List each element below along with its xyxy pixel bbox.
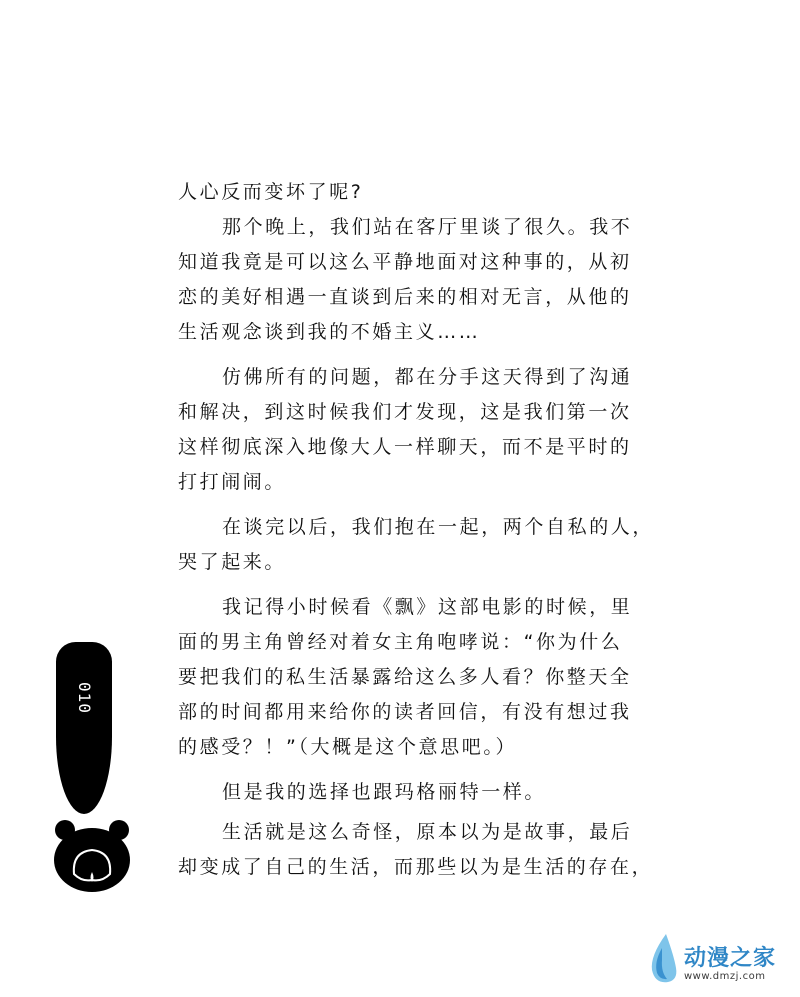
text-line: 我记得小时候看《飘》这部电影的时候，里 [222,596,633,618]
text-line: 这样彻底深入地像大人一样聊天，而不是平时的 [178,436,632,458]
text-line: 的感受？！”（大概是这个意思吧。） [178,736,518,758]
text-line: 仿佛所有的问题，都在分手这天得到了沟通 [222,366,633,388]
bear-mascot-icon [52,816,132,892]
drop-tab-icon [56,642,112,814]
text-line: 部的时间都用来给你的读者回信，有没有想过我 [178,701,632,723]
text-line: 恋的美好相遇一直谈到后来的相对无言，从他的 [178,286,632,308]
text-line: 生活就是这么奇怪，原本以为是故事，最后 [222,821,633,843]
text-line: 哭了起来。 [178,551,287,573]
watermark-name: 动漫之家 [684,946,777,971]
text-line: 那个晚上，我们站在客厅里谈了很久。我不 [222,216,633,238]
text-line: 要把我们的私生活暴露给这么多人看？你整天全 [178,666,632,688]
text-line: 打打闹闹。 [178,471,287,493]
text-line: 但是我的选择也跟玛格丽特一样。 [222,781,547,803]
text-line: 人心反而变坏了呢? [178,181,364,203]
text-line: 和解决，到这时候我们才发现，这是我们第一次 [178,401,632,423]
text-line: 知道我竟是可以这么平静地面对这种事的，从初 [178,251,632,273]
text-line: 在谈完以后，我们抱在一起，两个自私的人， [222,516,655,538]
page-number: 010 [75,682,94,714]
text-line: 却变成了自己的生活，而那些以为是生活的存在， [178,856,654,878]
text-line: 生活观念谈到我的不婚主义…… [178,321,481,343]
text-line: 面的男主角曾经对着女主角咆哮说：“你为什么 [178,631,623,653]
watermark-url: www.dmzj.com [684,971,766,982]
